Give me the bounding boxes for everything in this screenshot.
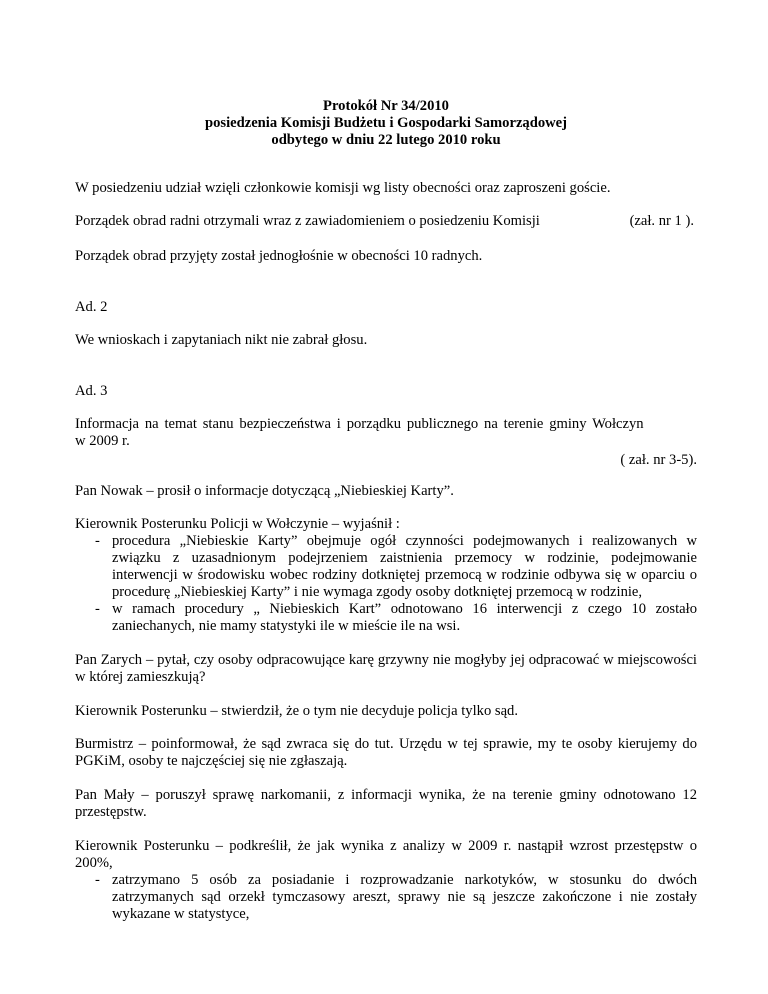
kierownik-explanation: [75, 516, 697, 635]
kierownik-intro: Kierownik Posterunku Policji w Wołczynie – wyjaśnił :: [75, 516, 400, 532]
ad3-info-line-2: w 2009 r.: [75, 433, 130, 449]
list-item: [75, 601, 697, 635]
zarych-paragraph: Pan Zarych – pytał, czy osoby odpracowujące karę grzywny nie mogłyby jej odpracować w miejscowości w której zamieszkują?: [75, 652, 697, 685]
dash-bullet: -: [95, 872, 100, 888]
dash-bullet: -: [95, 533, 100, 549]
nowak-paragraph: Pan Nowak – prosił o informacje dotyczącą „Niebieskiej Karty”.: [75, 483, 454, 499]
maly-paragraph: Pan Mały – poruszył sprawę narkomanii, z informacji wynika, że na terenie gminy odnotowano 12 przestępstw.: [75, 787, 697, 820]
agenda-received-text: Porządek obrad radni otrzymali wraz z zawiadomieniem o posiedzeniu Komisji: [75, 213, 540, 229]
list-item: [75, 533, 697, 601]
ad2-paragraph: We wnioskach i zapytaniach nikt nie zabrał głosu.: [75, 332, 368, 348]
list-item-text: zatrzymano 5 osób za posiadanie i rozprowadzanie narkotyków, w stosunku do dwóch zatrzymanych sąd orzekł tymczasowy areszt, sprawy nie są jeszcze zakończone i nie zostały wykazane w statystyce,: [112, 872, 697, 922]
title-line-3: odbytego w dniu 22 lutego 2010 roku: [271, 132, 501, 148]
kierownik-items-list: [75, 533, 697, 635]
ad2-heading: Ad. 2: [75, 299, 108, 315]
attendance-paragraph: W posiedzeniu udział wzięli członkowie komisji wg listy obecności oraz zaproszeni goście.: [75, 180, 611, 196]
burmistrz-paragraph: Burmistrz – poinformował, że sąd zwraca się do tut. Urzędu w tej sprawie, my te osoby kierujemy do PGKiM, osoby te najczęściej się nie zgłaszają.: [75, 736, 697, 769]
ad3-info-line-1: Informacja na temat stanu bezpieczeństwa i porządku publicznego na terenie gminy Wołczyn: [75, 416, 644, 432]
list-item-text: w ramach procedury „ Niebieskich Kart” odnotowano 16 interwencji z czego 10 zostało zaniechanych, nie mamy statystyki ile w mieście ile na wsi.: [112, 601, 697, 634]
kierownik-reply-2: [75, 838, 697, 923]
ad3-heading: Ad. 3: [75, 383, 108, 399]
list-item-text: procedura „Niebieskie Karty” obejmuje ogół czynności podejmowanych i realizowanych w związku z uzasadnionym podejrzeniem zaistnienia przemocy w rodzinie, podejmowanie interwencji w środowisku wobec rodziny dotkniętej przemocą w rodzinie odbywa się w oparciu o procedurę „Niebieskiej Karty” i nie wymaga zgody osoby dotkniętej przemocą w rodzinie,: [112, 533, 697, 600]
dash-bullet: -: [95, 601, 100, 617]
kierownik-reply-2-list: [75, 872, 697, 923]
list-item: [75, 872, 697, 923]
ad3-info-paragraph: [75, 416, 697, 469]
title-line-2: posiedzenia Komisji Budżetu i Gospodarki Samorządowej: [204, 115, 568, 131]
document-title: [75, 98, 697, 149]
agenda-accepted-paragraph: Porządek obrad przyjęty został jednogłośnie w obecności 10 radnych.: [75, 248, 483, 264]
kierownik-reply-2-text: Kierownik Posterunku – podkreślił, że jak wynika z analizy w 2009 r. nastąpił wzrost przestępstw o 200%,: [75, 838, 697, 871]
agenda-received-row: [75, 213, 697, 230]
ad3-info-attachment: ( zał. nr 3-5).: [620, 452, 697, 468]
title-line-1: Protokół Nr 34/2010: [323, 98, 449, 114]
ad3-info-line-1-row: [75, 416, 697, 433]
kierownik-reply-1-paragraph: Kierownik Posterunku – stwierdził, że o tym nie decyduje policja tylko sąd.: [75, 703, 518, 719]
agenda-attachment-ref: (zał. nr 1 ).: [629, 213, 694, 229]
